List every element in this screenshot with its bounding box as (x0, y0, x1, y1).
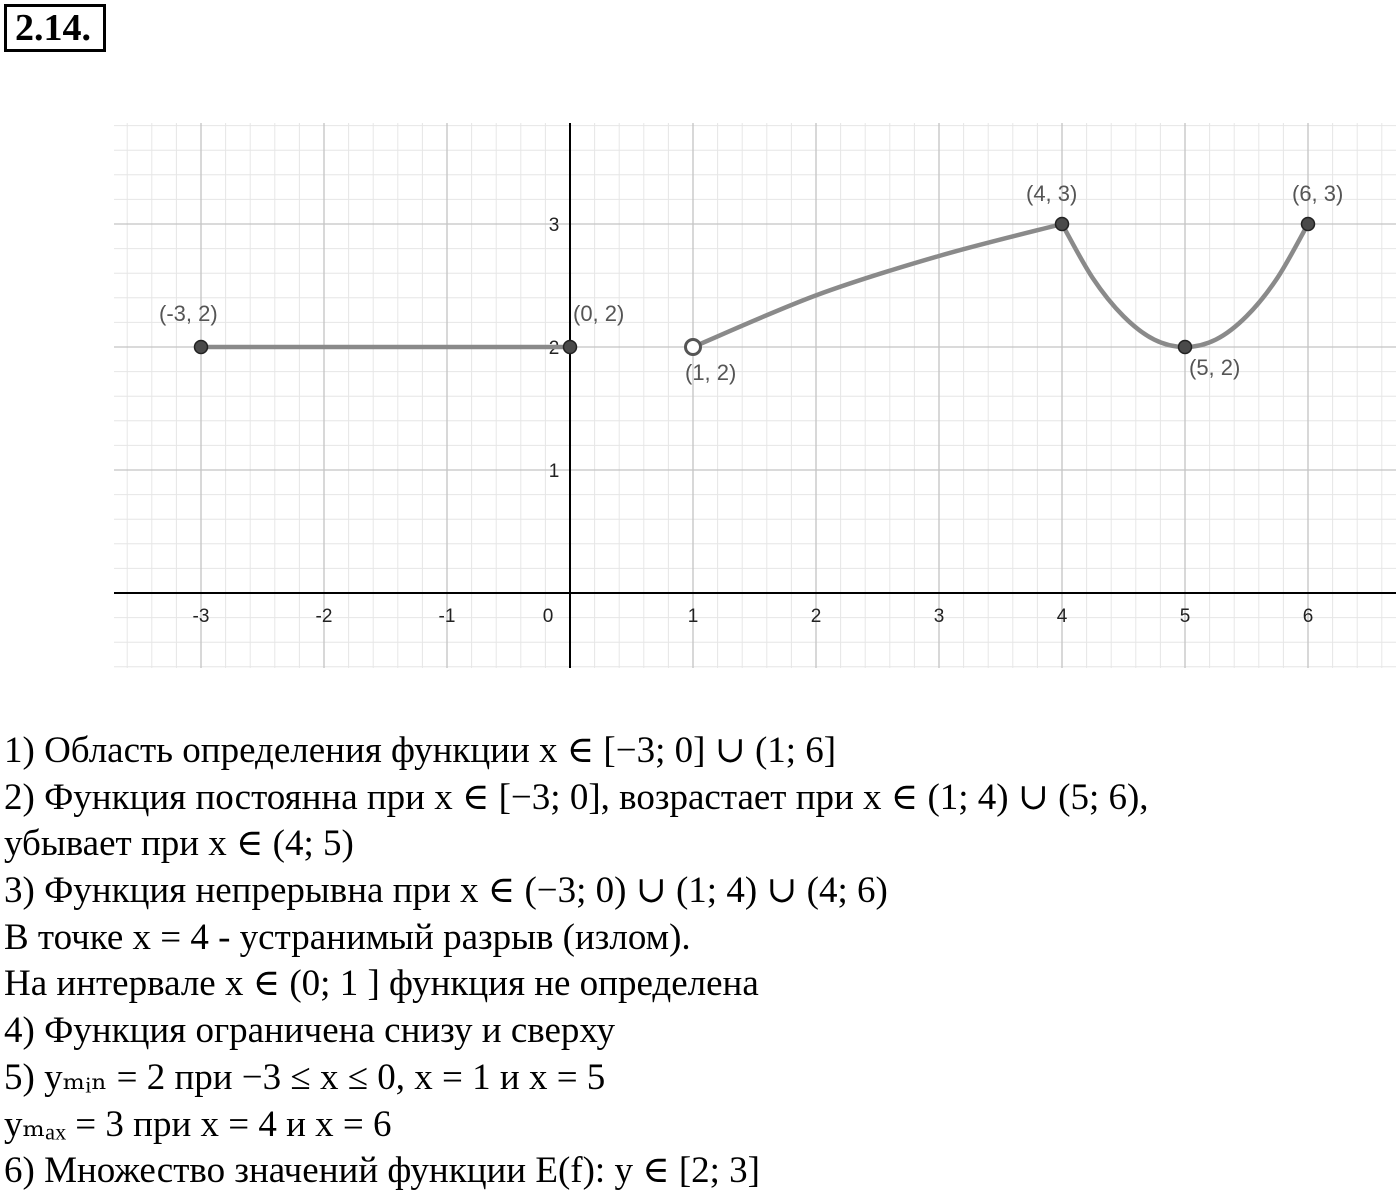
open-point (686, 340, 701, 355)
x-tick-label: 6 (1302, 606, 1314, 627)
filled-point (1302, 218, 1315, 231)
curves (201, 224, 1308, 347)
filled-point (564, 341, 577, 354)
point-label: (4, 3) (1026, 181, 1078, 206)
minor-grid (114, 123, 1396, 668)
filled-point (195, 341, 208, 354)
x-tick-label: -2 (315, 606, 333, 627)
point-label: (5, 2) (1189, 355, 1241, 380)
x-tick-label: 4 (1056, 606, 1068, 627)
answer-line: yₘₐₓ = 3 при x = 4 и x = 6 (4, 1103, 392, 1145)
point-label: (0, 2) (573, 301, 625, 326)
filled-point (1056, 218, 1069, 231)
problem-number: 2.14. (4, 4, 106, 52)
x-tick-label: 1 (687, 606, 699, 627)
answer-line: На интервале x ∈ (0; 1 ] функция не определена (4, 963, 759, 1005)
curve-increasing (693, 224, 1062, 347)
answer-line: 5) yₘᵢₙ = 2 при −3 ≤ x ≤ 0, x = 1 и x = 5 (4, 1056, 606, 1098)
answer-text-block (4, 728, 1394, 1195)
answer-line: 3) Функция непрерывна при x ∈ (−3; 0) ∪ (1; 4) ∪ (4; 6) (4, 870, 888, 912)
x-tick-label: -3 (192, 606, 210, 627)
x-tick-label: 3 (933, 606, 945, 627)
filled-point (1179, 341, 1192, 354)
answer-line: 4) Функция ограничена снизу и сверху (4, 1010, 616, 1052)
point-label: (-3, 2) (159, 301, 218, 326)
axes (114, 123, 1396, 668)
answer-line: убывает при x ∈ (4; 5) (4, 823, 354, 865)
answer-line: 1) Область определения функции x ∈ [−3; 0] ∪ (1; 6] (4, 730, 837, 771)
y-tick-label: 2 (548, 338, 560, 359)
y-tick-label: 3 (548, 215, 560, 236)
x-tick-label: 2 (810, 606, 822, 627)
x-tick-label: 0 (542, 606, 554, 627)
answer-line: 6) Множество значений функции E(f): y ∈ [2; 3] (4, 1150, 761, 1192)
answer-line: В точке x = 4 - устранимый разрыв (излом). (4, 916, 691, 958)
x-tick-label: -1 (438, 606, 456, 627)
point-label: (6, 3) (1292, 181, 1344, 206)
x-tick-label: 5 (1179, 606, 1191, 627)
point-label: (1, 2) (685, 360, 737, 385)
point-labels (159, 181, 1343, 385)
answer-line: 2) Функция постоянна при x ∈ [−3; 0], возрастает при x ∈ (1; 4) ∪ (5; 6), (4, 776, 1149, 818)
y-tick-label: 1 (548, 461, 560, 482)
major-grid (114, 123, 1396, 668)
